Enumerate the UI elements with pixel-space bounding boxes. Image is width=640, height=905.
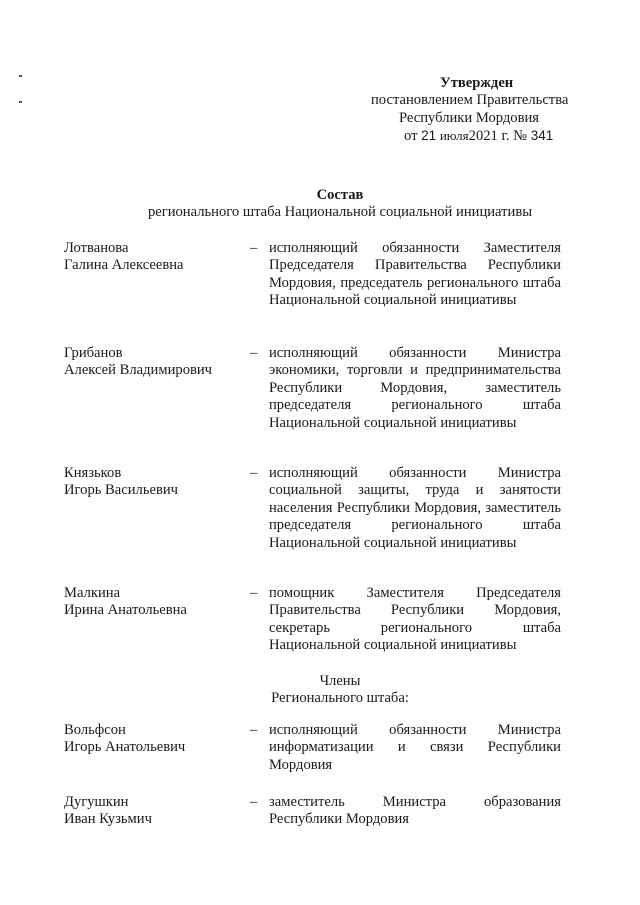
dash-separator: – [250,240,258,256]
scan-artifact [19,101,22,103]
dash-separator: – [250,794,258,810]
dash-separator: – [250,345,258,361]
dash-separator: – [250,585,258,601]
member-role: исполняющий обязанности Министра социальной защиты, труда и занятости населения Республики Мордовия, заместитель председателя регионального штаба Национальной социальной инициативы [269,465,561,551]
member-name [64,722,244,757]
date-day: 21 [421,128,437,144]
approval-line-republic: Республики Мордовия [399,109,540,126]
dash-separator: – [250,722,258,738]
member-name [64,345,244,380]
approval-stamp [360,75,590,146]
members-section-heading [60,673,620,708]
decree-number: 341 [530,128,554,144]
approved-label: Утвержден [440,75,514,91]
member-surname: Дугушкин [64,794,129,810]
member-given-names: Ирина Анатольевна [64,602,187,619]
scan-artifact [19,75,22,77]
member-role: исполняющий обязанности Министра информатизации и связи Республики Мордовия [269,722,561,773]
member-surname: Князьков [64,465,122,481]
document-subtitle: регионального штаба Национальной социальной инициативы [147,204,533,221]
member-name [64,794,244,829]
approval-line-decree: постановлением Правительства [371,92,569,109]
member-name [64,240,244,275]
dash-separator: – [250,465,258,481]
members-heading-line2: Регионального штаба: [271,690,409,707]
member-given-names: Алексей Владимирович [64,362,213,379]
approval-date-line [360,127,590,145]
date-prefix: от [404,128,418,145]
member-surname: Лотванова [64,240,129,256]
member-given-names: Галина Алексеевна [64,257,184,274]
member-role: помощник Заместителя Председателя Правительства Республики Мордовия, секретарь регионального штаба Национальной социальной инициативы [269,585,561,654]
member-surname: Малкина [64,585,121,601]
member-role: исполняющий обязанности Министра экономики, торговли и предпринимательства Республики Мордовия, заместитель председателя регионального штаба Национальной социальной инициативы [269,345,561,431]
member-name [64,585,244,620]
member-given-names: Игорь Васильевич [64,482,179,499]
member-role: исполняющий обязанности Заместителя Председателя Правительства Республики Мордовия, председатель регионального штаба Национальной социальной инициативы [269,240,561,309]
member-surname: Грибанов [64,345,123,361]
member-name [64,465,244,500]
member-role: заместитель Министра образования Республики Мордовия [269,794,561,828]
member-given-names: Иван Кузьмич [64,811,152,828]
members-heading-line1: Члены [319,673,361,689]
date-month: июля [439,128,469,144]
member-surname: Вольфсон [64,722,126,738]
document-title-block [60,187,620,222]
member-given-names: Игорь Анатольевич [64,739,186,756]
date-year: 2021 г. № [468,128,528,145]
document-title: Состав [316,187,364,203]
